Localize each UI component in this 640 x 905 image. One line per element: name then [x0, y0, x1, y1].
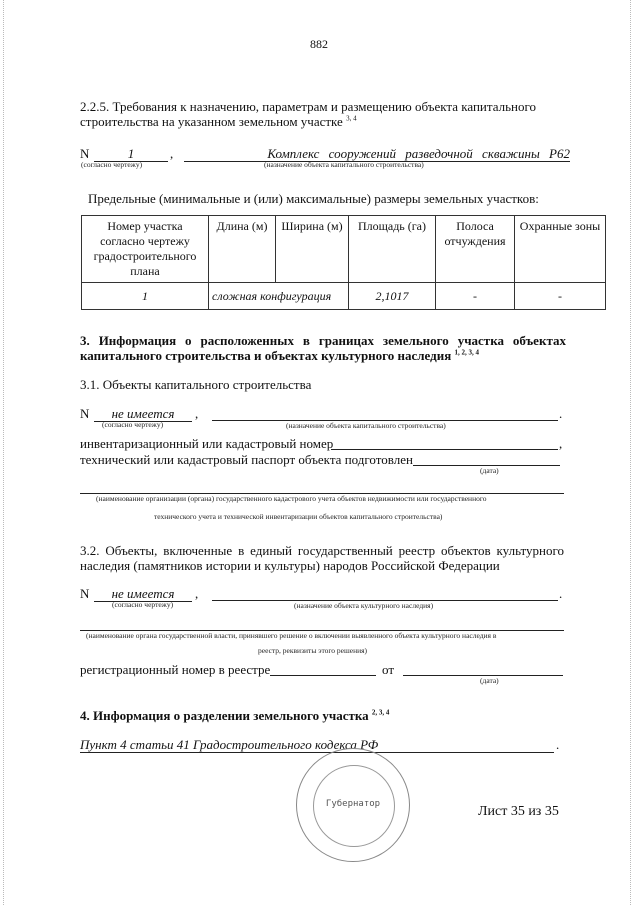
s32-date-caption: (дата) [480, 676, 499, 685]
sheet-number: Лист 35 из 35 [478, 804, 559, 819]
purpose-value: Комплекс сооружений разведочной скважины Р62 [184, 146, 570, 162]
reg-line [270, 675, 376, 676]
period: . [559, 406, 563, 421]
table-header-row [82, 216, 606, 283]
sizes-text: Предельные (минимальные и (или) максимальные) размеры земельных участков: [88, 191, 539, 206]
section-3-heading-line2: капитального строительства и объектах культурного наследия $^{1, 2, 3, 4}$ [80, 348, 480, 363]
section-4-heading: 4. Информация о разделении земельного участка $^{2, 3, 4}$ [80, 708, 390, 723]
from-label: от [382, 662, 395, 677]
authority-caption-line1: (наименование органа государственной власти, принявшего решение о включении выявленного объекта культурного наследия в [86, 631, 497, 640]
s31-n-label: N [80, 406, 90, 421]
n-value: 1 [94, 146, 168, 162]
org-caption-line1: (наименование организации (органа) государственного кадастрового учета объектов недвижимости или государственного [96, 494, 487, 503]
table-row [82, 283, 606, 310]
s31-date-caption: (дата) [480, 466, 499, 475]
s32-n-value: не имеется [94, 586, 192, 602]
cell-protected-zones: - [515, 283, 606, 310]
section-225-heading: 2.2.5. Требования к назначению, параметрам и размещению объекта капитального [80, 99, 536, 114]
comma: , [170, 146, 174, 161]
cell-length-width: сложная конфигурация [209, 283, 349, 310]
header-length: Длина (м) [209, 216, 276, 283]
inv-label: инвентаризационный или кадастровый номер [80, 436, 334, 451]
scan-margin-right [630, 0, 631, 905]
header-protected-zones: Охранные зоны [515, 216, 606, 283]
s32-name-caption: (назначение объекта культурного наследия) [294, 601, 434, 610]
official-seal [296, 748, 410, 862]
n-label: N [80, 146, 90, 161]
inv-line [331, 449, 558, 450]
org-caption-line2: технического учета и технической инвентаризации объектов капитального строительства) [154, 512, 443, 521]
s31-name-caption: (назначение объекта капитального строительства) [286, 421, 446, 430]
s32-n-label: N [80, 586, 90, 601]
header-area: Площадь (га) [349, 216, 436, 283]
s31-n-caption: (согласно чертежу) [102, 420, 164, 429]
authority-caption-line2: реестр, реквизиты этого решения) [258, 646, 368, 655]
section-3-heading: 3. Информация о расположенных в границах земельного участка объектах [80, 333, 566, 348]
comma: , [195, 406, 199, 421]
section-31-heading: 3.1. Объекты капитального строительства [80, 377, 312, 392]
s32-n-caption: (согласно чертежу) [112, 600, 174, 609]
section-225-heading-line2: строительства на указанном земельном участке $^{3, 4}$ [80, 114, 357, 129]
seal-text: Губернатор [325, 799, 381, 809]
scan-margin-left [3, 0, 4, 905]
header-alienation-strip: Полоса отчуждения [436, 216, 515, 283]
header-width: Ширина (м) [276, 216, 349, 283]
header-plot-number: Номер участка согласно чертежу градостроительного плана [82, 216, 209, 283]
s31-n-value: не имеется [94, 406, 192, 422]
comma: , [559, 436, 563, 451]
section-32-heading-line2: наследия (памятников истории и культуры) народов Российской Федерации [80, 558, 500, 573]
n-caption: (согласно чертежу) [81, 160, 143, 169]
purpose-caption: (назначение объекта капитального строительства) [264, 160, 424, 169]
period: . [556, 737, 560, 752]
passport-label: технический или кадастровый паспорт объекта подготовлен [80, 452, 413, 467]
comma: , [195, 586, 199, 601]
section-4-value: Пункт 4 статьи 41 Градостроительного кодекса РФ [80, 737, 554, 753]
section-32-heading-line1: 3.2. Объекты, включенные в единый государственный реестр объектов культурного [80, 543, 564, 558]
reg-label: регистрационный номер в реестре [80, 662, 271, 677]
cell-area: 2,1017 [349, 283, 436, 310]
page-number: 882 [310, 37, 328, 51]
cell-alienation-strip: - [436, 283, 515, 310]
period: . [559, 586, 563, 601]
cell-plot-number: 1 [82, 283, 209, 310]
parameters-table [81, 215, 606, 310]
